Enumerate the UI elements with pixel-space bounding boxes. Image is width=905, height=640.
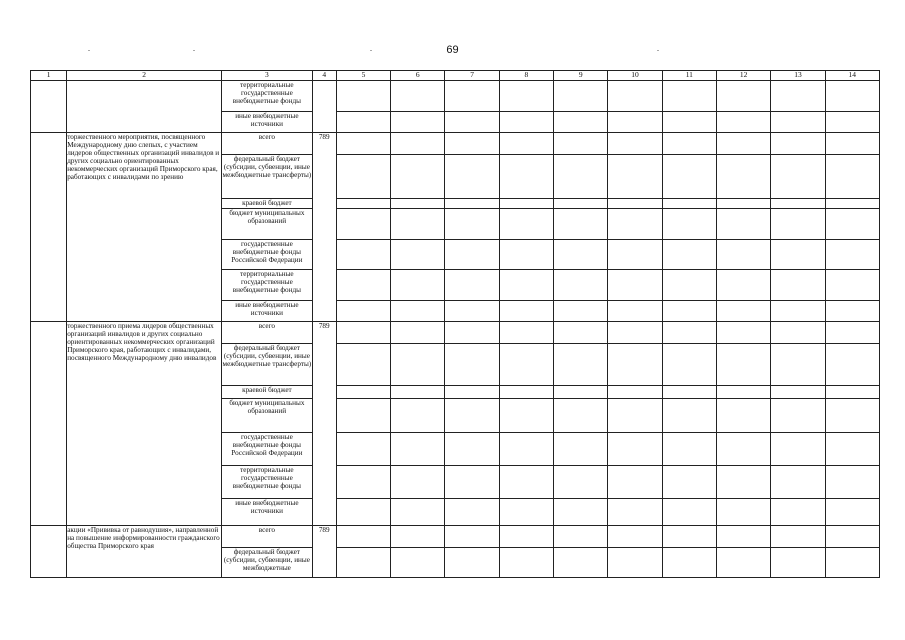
source-cell: иные внебюджетные источники [222, 499, 313, 526]
event-description: акции «Прививка от равнодушия», направленной на повышение информированности гражданского общества Приморского края [67, 526, 222, 578]
scan-speck [88, 50, 90, 51]
column-header: 7 [445, 71, 499, 81]
cell [31, 322, 67, 526]
source-cell: иные внебюджетные источники [222, 112, 313, 133]
column-header: 14 [825, 71, 879, 81]
column-header: 3 [222, 71, 313, 81]
cell [31, 81, 67, 133]
cell [312, 81, 336, 133]
column-header: 12 [716, 71, 770, 81]
page-number: 69 [446, 44, 459, 56]
source-cell: всего [222, 322, 313, 344]
source-cell: всего [222, 526, 313, 548]
source-cell: федеральный бюджет (субсидии, субвенции, иные межбюджетные [222, 548, 313, 578]
cell [31, 526, 67, 578]
event-description: торжественного мероприятия, посвященного Международному дню слепых, с участием лидеров общественных организаций инвалидов и других социально ориентированных некоммерческих организаций Приморского края, работающих с инвалидами по зрению [67, 133, 222, 322]
code-cell: 789 [312, 322, 336, 526]
source-cell: федеральный бюджет (субсидии, субвенции, иные межбюджетные трансферты) [222, 344, 313, 386]
column-header: 11 [662, 71, 716, 81]
financing-table [30, 70, 880, 578]
code-cell: 789 [312, 133, 336, 322]
column-header: 1 [31, 71, 67, 81]
source-cell: государственные внебюджетные фонды Российской Федерации [222, 433, 313, 466]
column-header: 8 [499, 71, 553, 81]
table-row [31, 322, 880, 344]
column-number-row [31, 71, 880, 81]
column-header: 10 [608, 71, 662, 81]
source-cell: государственные внебюджетные фонды Российской Федерации [222, 240, 313, 270]
scan-speck [657, 50, 659, 51]
column-header: 2 [67, 71, 222, 81]
table-row [31, 81, 880, 112]
source-cell: всего [222, 133, 313, 155]
column-header: 9 [554, 71, 608, 81]
source-cell: бюджет муниципальных образований [222, 399, 313, 433]
source-cell: территориальные государственные внебюджетные фонды [222, 81, 313, 112]
source-cell: территориальные государственные внебюджетные фонды [222, 466, 313, 499]
source-cell: краевой бюджет [222, 386, 313, 399]
column-header: 13 [771, 71, 825, 81]
cell [31, 133, 67, 322]
cell [67, 81, 222, 133]
column-header: 6 [391, 71, 445, 81]
scan-speck [193, 50, 195, 51]
code-cell: 789 [312, 526, 336, 578]
column-header: 5 [336, 71, 390, 81]
source-cell: бюджет муниципальных образований [222, 209, 313, 240]
table-row [31, 526, 880, 548]
column-header: 4 [312, 71, 336, 81]
source-cell: федеральный бюджет (субсидии, субвенции, иные межбюджетные трансферты) [222, 155, 313, 199]
table-row [31, 133, 880, 155]
scan-speck [370, 50, 372, 51]
source-cell: территориальные государственные внебюджетные фонды [222, 270, 313, 301]
source-cell: краевой бюджет [222, 199, 313, 209]
event-description: торжественного приема лидеров общественных организаций инвалидов и других социально ориентированных некоммерческих организаций Приморского края, работающих с инвалидами, посвященного Международному дню инвалидов [67, 322, 222, 526]
source-cell: иные внебюджетные источники [222, 301, 313, 322]
